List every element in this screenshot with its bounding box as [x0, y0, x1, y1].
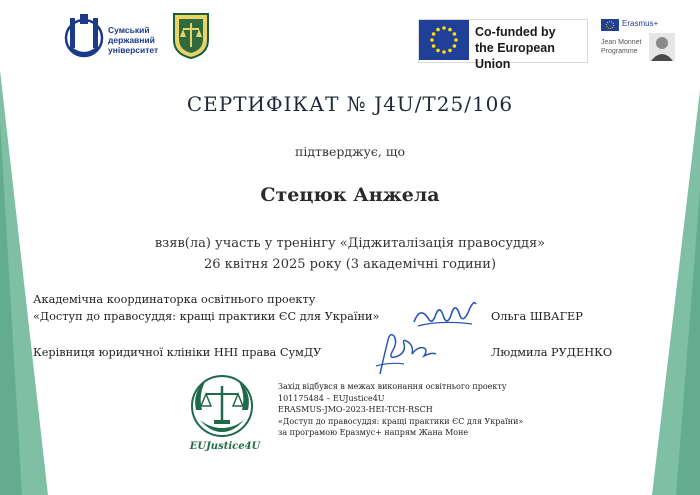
jean-monnet-portrait-icon — [649, 33, 675, 61]
jean-monnet-line2: Programme — [601, 48, 638, 55]
eu-flag-icon — [419, 20, 469, 60]
coordinator-role-line1: Академічна координаторка освітнього проекту — [33, 293, 316, 306]
project-note — [278, 381, 523, 439]
signature-head-icon — [370, 326, 440, 378]
head-name: Людмила РУДЕНКО — [491, 346, 613, 359]
jean-monnet-logo — [601, 19, 677, 61]
jean-monnet-line1: Jean Monnet — [601, 39, 642, 46]
coordinator-name: Ольга ШВАГЕР — [491, 310, 583, 323]
project-note-line: 101175484 – EUJustice4U — [278, 393, 385, 403]
project-note-line: за програмою Еразмус+ напрям Жана Моне — [278, 428, 469, 437]
university-name-line1: Сумський — [108, 25, 150, 35]
project-note-line: Захід відбувся в межах виконання освітнього проекту — [278, 382, 507, 391]
eujustice4u-logo-label: EUJustice4U — [189, 441, 261, 452]
project-note-line: «Доступ до правосуддя: кращі практики ЄС для України» — [278, 416, 524, 426]
erasmus-flag-icon — [601, 19, 619, 31]
eu-cofunded-line1: Co-funded by — [475, 25, 556, 39]
date-hours-text: 26 квітня 2025 року (3 академічні години) — [203, 257, 497, 272]
erasmus-label: Erasmus+ — [622, 19, 659, 28]
confirms-text: підтверджує, що — [294, 144, 406, 159]
university-logo-icon — [62, 12, 106, 60]
head-role: Керівниця юридичної клініки ННІ права СумДУ — [33, 346, 322, 359]
project-note-line: ERASMUS-JMO-2023-HEI-TCH-RSCH — [278, 405, 433, 414]
eu-cofunded-logo — [418, 19, 588, 71]
participation-text: взяв(ла) участь у тренінгу «Діджиталізація правосуддя» — [154, 236, 546, 251]
coordinator-role-line2: «Доступ до правосуддя: кращі практики ЄС для України» — [33, 310, 380, 323]
eu-cofunded-line2: the European Union — [475, 41, 555, 71]
jean-monnet-text — [601, 38, 641, 56]
university-name — [108, 25, 158, 55]
certificate-title: СЕРТИФІКАТ № J4U/T25/106 — [186, 92, 514, 116]
recipient-name: Стецюк Анжела — [260, 184, 440, 206]
university-name-line3: університет — [108, 45, 159, 55]
law-institute-crest-icon — [170, 10, 212, 60]
university-name-line2: державний — [108, 35, 155, 45]
